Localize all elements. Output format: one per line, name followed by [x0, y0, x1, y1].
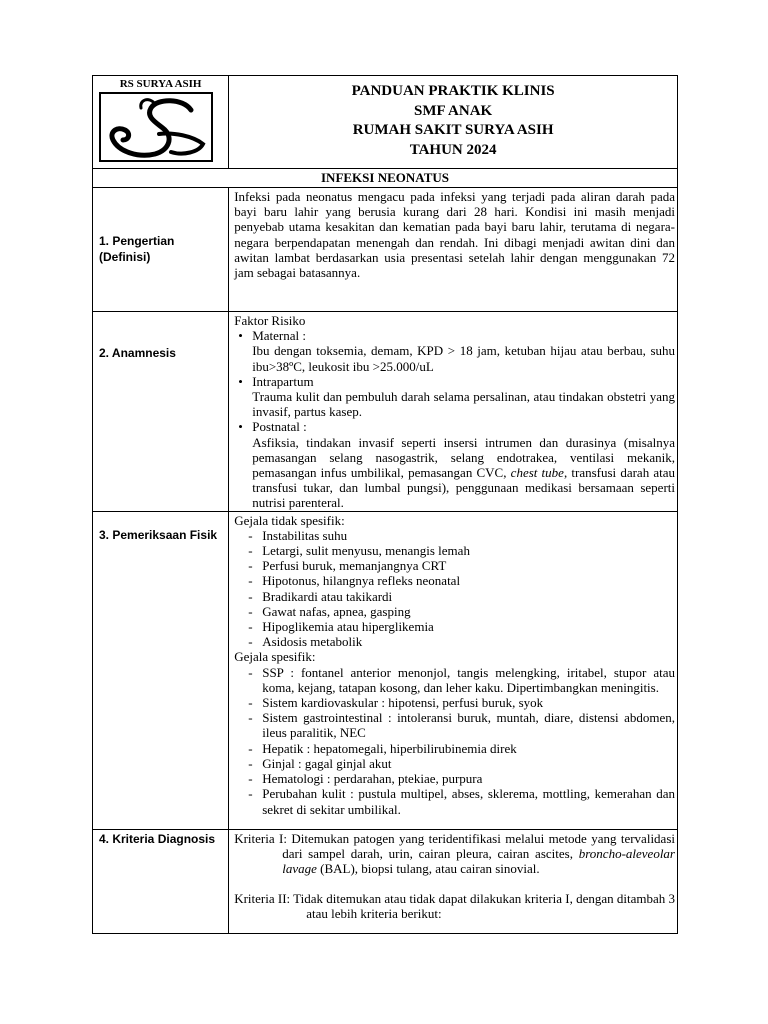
section-content-kriteria	[229, 829, 678, 933]
dash-marker: -	[248, 710, 253, 726]
section-label-pemeriksaan: 3. Pemeriksaan Fisik	[93, 511, 229, 829]
hospital-label: RS SURYA ASIH	[119, 78, 202, 90]
list-item: • Maternal :	[238, 328, 307, 344]
dash-marker: -	[248, 664, 253, 680]
dash-marker: -	[248, 619, 253, 635]
list-item	[234, 589, 675, 604]
list-item	[234, 786, 675, 816]
list-item-text: Bradikardi atau takikardi	[262, 588, 393, 604]
dash-marker: -	[248, 588, 253, 604]
section-content-pemeriksaan	[229, 511, 678, 829]
bullet-icon: •	[238, 419, 243, 435]
dash-marker: -	[248, 755, 253, 771]
list-item	[234, 741, 675, 756]
list-item-text: Perfusi buruk, memanjangnya CRT	[262, 558, 447, 574]
list-item-text: Sistem kardiovaskular : hipotensi, perfusi buruk, syok	[262, 695, 544, 711]
nonspecific-list	[234, 528, 675, 650]
section-label-pengertian: 1. Pengertian (Definisi)	[93, 188, 229, 312]
list-item	[234, 619, 675, 634]
dash-marker: -	[248, 558, 253, 574]
list-item-text: Hepatik : hepatomegali, hiperbilirubinemia direk	[262, 740, 517, 756]
list-item: • Intrapartum	[238, 373, 314, 389]
list-item-text: Ginjal : gagal ginjal akut	[262, 755, 392, 771]
section-label-anamnesis: 2. Anamnesis	[93, 312, 229, 512]
list-item-text: Instabilitas suhu	[262, 527, 348, 543]
list-item-text: Hematologi : perdarahan, ptekiae, purpura	[262, 771, 483, 787]
dash-marker: -	[248, 527, 253, 543]
bullet-icon: •	[238, 373, 243, 389]
list-item	[234, 771, 675, 786]
list-item	[234, 665, 675, 695]
kriteria-1: Kriteria I: Ditemukan patogen yang teridentifikasi melalui metode yang tervalidasi dari sampel darah, urin, cairan pleura, cairan ascites, broncho-aleveolar lavage (BAL), biopsi tulang, atau cairan sinovial.	[234, 830, 675, 877]
logo-cell	[93, 76, 229, 169]
list-item: • Postnatal :	[238, 419, 307, 435]
dash-marker: -	[248, 740, 253, 756]
list-item	[234, 695, 675, 710]
pengertian-text: Infeksi pada neonatus mengacu pada infeksi yang terjadi pada aliran darah pada bayi baru lahir yang berusia kurang dari 28 hari. Kondisi ini masih menjadi penyebab utama kesakitan dan kematian pada bayi baru lahir, terutama di negara-negara berpendapatan menengah dan rendah. Ini dibagi menjadi awitan dini dan awitan lambat berdasarkan usia presentasi setelah lahir dengan menggunakan 72 jam sebagai batasannya.	[234, 189, 675, 281]
anamnesis-intro: Faktor Risiko	[234, 313, 306, 328]
list-item	[234, 528, 675, 543]
surya-asih-s-logo-icon	[99, 92, 213, 162]
specific-title: Gejala spesifik:	[234, 649, 316, 665]
title-line-4: TAHUN 2024	[409, 141, 497, 158]
document-subtitle: INFEKSI NEONATUS	[93, 169, 678, 188]
dash-marker: -	[248, 695, 253, 711]
dash-marker: -	[248, 543, 253, 559]
list-item-text: Perubahan kulit : pustula multipel, abses, sklerema, mottling, kemerahan dan sekret di sekitar umbilikal.	[262, 786, 675, 817]
title-line-3: RUMAH SAKIT SURYA ASIH	[352, 122, 554, 138]
list-item	[234, 756, 675, 771]
clinical-guideline-table	[92, 75, 678, 934]
kriteria-2: Kriteria II: Tidak ditemukan atau tidak dapat dilakukan kriteria I, dengan ditambah 3 atau lebih kriteria berikut:	[234, 891, 676, 922]
dash-marker: -	[248, 771, 253, 787]
list-item-text: Sistem gastrointestinal : intoleransi buruk, muntah, diare, distensi abdomen, ileus paralitik, NEC	[262, 710, 675, 741]
list-item-text: Hipotonus, hilangnya refleks neonatal	[262, 573, 461, 589]
list-item-text: Gawat nafas, apnea, gasping	[262, 603, 411, 619]
title-line-2: SMF ANAK	[414, 102, 493, 119]
dash-marker: -	[248, 786, 253, 802]
document-header	[229, 76, 678, 169]
list-item-text: Hipoglikemia atau hiperglikemia	[262, 619, 434, 635]
list-item-text: Trauma kulit dan pembuluh darah selama persalinan, atau tindakan obstetri yang invasif, partus kasep.	[252, 389, 675, 420]
section-content-pengertian	[229, 188, 678, 312]
dash-marker: -	[248, 603, 253, 619]
list-item	[234, 558, 675, 573]
list-item-text: Letargi, sulit menyusu, menangis lemah	[262, 543, 470, 559]
specific-list	[234, 665, 675, 817]
list-item	[234, 634, 675, 649]
list-item-text: Ibu dengan toksemia, demam, KPD > 18 jam, ketuban hijau atau berbau, suhu ibu>38ºC, leukosit ibu >25.000/uL	[252, 343, 675, 374]
list-item	[234, 573, 675, 588]
nonspecific-title: Gejala tidak spesifik:	[234, 512, 345, 528]
section-label-kriteria: 4. Kriteria Diagnosis	[93, 829, 229, 933]
dash-marker: -	[248, 573, 253, 589]
dash-marker: -	[248, 634, 253, 650]
list-item-text: SSP : fontanel anterior menonjol, tangis melengking, iritabel, stupor atau koma, kejang, tatapan kosong, dan leher kaku. Dipertimbangkan meningitis.	[262, 664, 675, 695]
title-line-1: PANDUAN PRAKTIK KLINIS	[351, 83, 555, 99]
list-item	[234, 543, 675, 558]
list-item-text: Asidosis metabolik	[262, 634, 363, 650]
bullet-icon: •	[238, 328, 243, 344]
list-item-text: Asfiksia, tindakan invasif seperti insersi intrumen dan durasinya (misalnya pemasangan selang nasogastrik, selang endotrakea, ventilasi mekanik, pemasangan infus umbilikal, pemasangan CVC, chest tube, transfusi darah atau transfusi tukar, dan lumbal pungsi), penggunaan medikasi bersamaan seperti nutrisi parenteral.	[252, 434, 676, 511]
list-item	[234, 604, 675, 619]
list-item	[234, 710, 675, 740]
section-content-anamnesis	[229, 312, 678, 512]
